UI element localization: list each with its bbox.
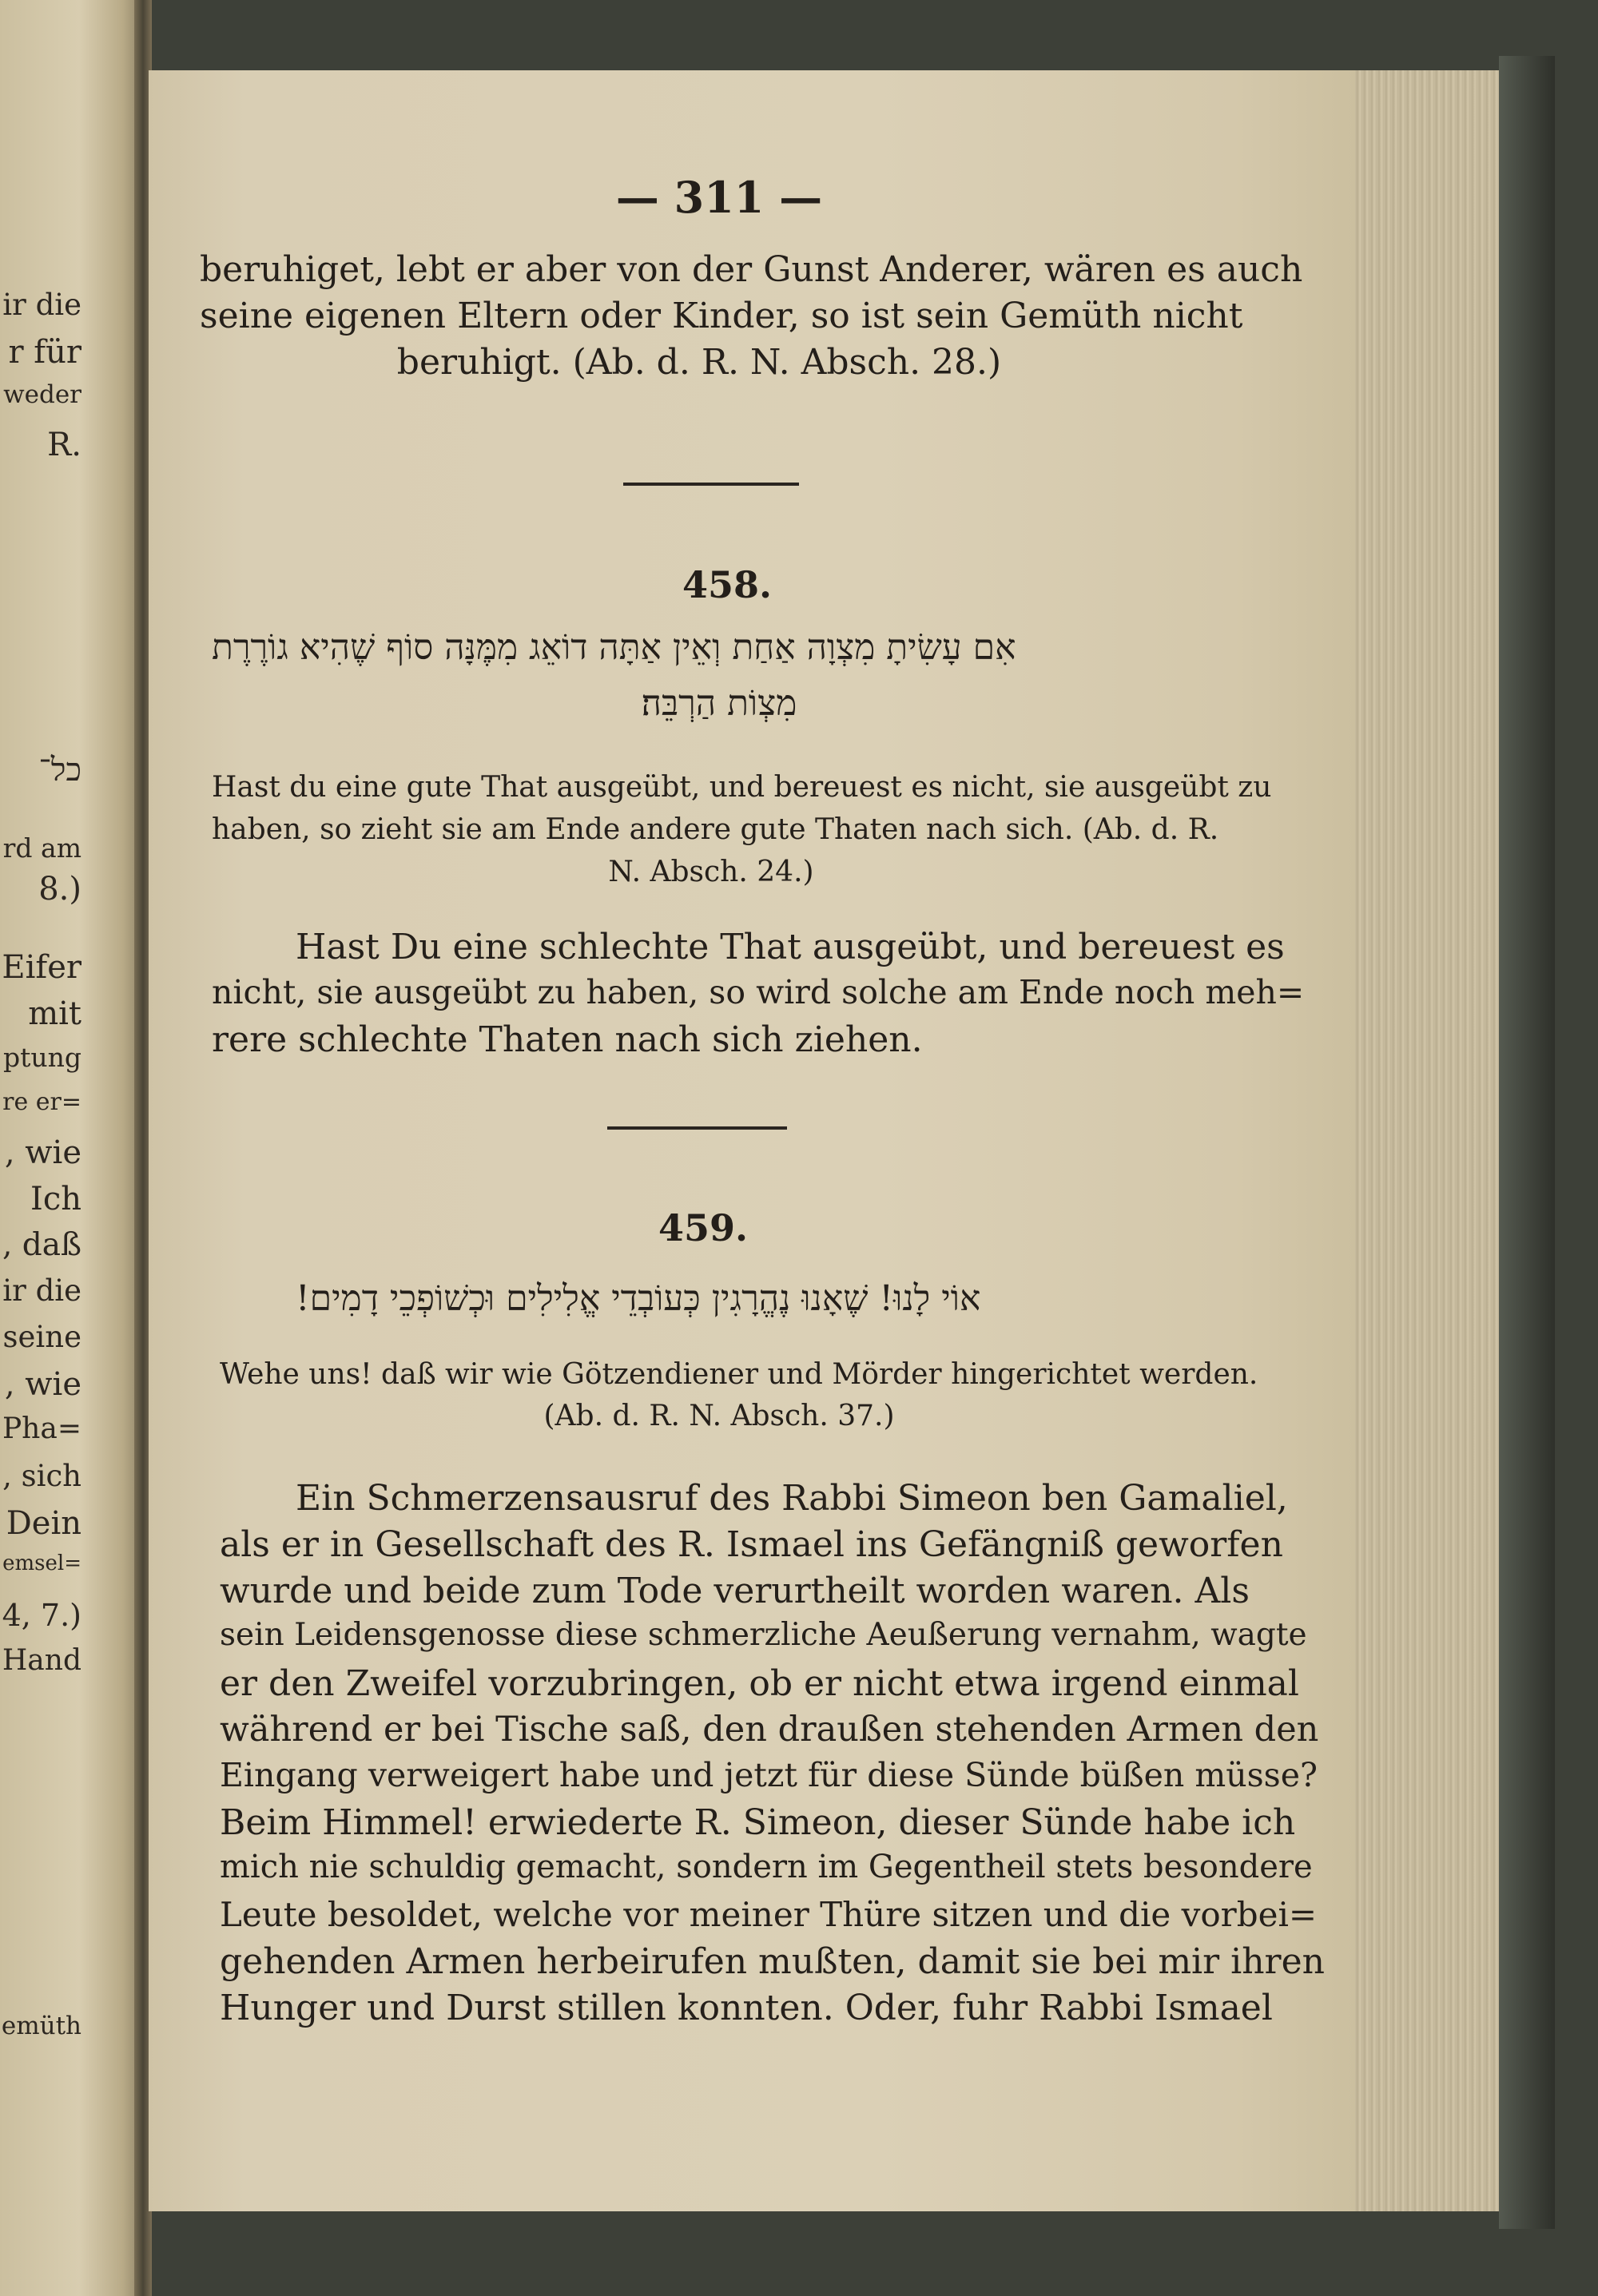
left-fragment: 8.)	[38, 871, 81, 908]
page-edge-stack	[1355, 70, 1499, 2211]
book-cover-edge	[1499, 56, 1555, 2229]
translation-line: Wehe uns! daß wir wie Götzendiener und Mörder hingerichtet werden.	[220, 1358, 1258, 1391]
commentary-line: während er bei Tische saß, den draußen stehenden Armen den	[220, 1710, 1319, 1750]
commentary-line: wurde und beide zum Tode verurtheilt worden waren. Als	[220, 1571, 1250, 1611]
intro-line: beruhigt. (Ab. d. R. N. Absch. 28.)	[396, 342, 1002, 383]
commentary-line: Hunger und Durst stillen konnten. Oder, fuhr Rabbi Ismael	[220, 1988, 1273, 2028]
left-fragment: Pha=	[2, 1412, 81, 1445]
commentary-line: Beim Himmel! erwiederte R. Simeon, dieser Sünde habe ich	[220, 1802, 1296, 1843]
left-fragment: ptung	[2, 1042, 81, 1073]
left-fragment: , wie	[4, 1134, 81, 1171]
hebrew-quote-line: אִם עָשִׂיתָ מִצְוָה אַחַת וְאֵין אַתָּה דוֹאֵג מִמֶּנָּה סוֹף שֶׁהִיא גוֹרֶרֶת	[212, 627, 1016, 668]
commentary-line: rere schlechte Thaten nach sich ziehen.	[212, 1019, 923, 1060]
left-fragment: emüth	[1, 2012, 81, 2040]
left-fragment: , wie	[4, 1366, 81, 1403]
translation-line: haben, so zieht sie am Ende andere gute Thaten nach sich. (Ab. d. R.	[212, 813, 1219, 846]
section-divider	[607, 1126, 787, 1130]
commentary-line: sein Leidensgenosse diese schmerzliche Aeußerung vernahm, wagte	[220, 1617, 1307, 1653]
commentary-line: gehenden Armen herbeirufen mußten, damit sie bei mir ihren	[220, 1941, 1325, 1982]
hebrew-quote-line: מִצְוֹת הַרְבֵּה׃	[641, 683, 797, 724]
left-fragment: seine	[2, 1320, 81, 1354]
left-fragment: Dein	[6, 1505, 81, 1542]
left-fragment: Ich	[30, 1181, 81, 1218]
left-fragment: R.	[47, 427, 81, 463]
commentary-line: als er in Gesellschaft des R. Ismael ins Gefängniß geworfen	[220, 1524, 1283, 1565]
left-fragment: r für	[8, 334, 81, 371]
left-fragment: ir die	[2, 288, 81, 322]
section-divider	[623, 483, 799, 486]
left-fragment: rd am	[2, 832, 81, 864]
entry-number: 459.	[658, 1206, 749, 1249]
entry-number: 458.	[682, 563, 773, 606]
commentary-line: Eingang verweigert habe und jetzt für diese Sünde büßen müsse?	[220, 1756, 1318, 1794]
left-fragment: Eifer	[2, 949, 81, 986]
intro-line: beruhiget, lebt er aber von der Gunst Anderer, wären es auch	[200, 249, 1303, 290]
left-fragment: , daß	[2, 1227, 81, 1263]
left-fragment: re er=	[2, 1088, 81, 1116]
left-fragment: mit	[28, 995, 81, 1032]
left-fragment: , sich	[2, 1459, 81, 1493]
main-page	[149, 70, 1355, 2211]
commentary-line: mich nie schuldig gemacht, sondern im Gegentheil stets besondere	[220, 1849, 1313, 1885]
left-page-fragment	[0, 0, 144, 2296]
commentary-line: Leute besoldet, welche vor meiner Thüre sitzen und die vorbei=	[220, 1895, 1318, 1934]
commentary-line: Hast Du eine schlechte That ausgeübt, und bereuest es	[296, 927, 1285, 967]
translation-line: (Ab. d. R. N. Absch. 37.)	[543, 1400, 895, 1432]
left-fragment: ir die	[2, 1273, 81, 1308]
page-number: — 311 —	[615, 172, 823, 223]
commentary-line: er den Zweifel vorzubringen, ob er nicht etwa irgend einmal	[220, 1663, 1299, 1704]
commentary-line: nicht, sie ausgeübt zu haben, so wird solche am Ende noch meh=	[212, 973, 1305, 1011]
commentary-line: Ein Schmerzensausruf des Rabbi Simeon ben Gamaliel,	[296, 1478, 1288, 1519]
left-fragment: emsel=	[2, 1551, 81, 1575]
hebrew-quote-line: אוֹי לָנוּ! שֶׁאָנוּ נֶהֱרָגִין כְּעוֹבְדֵי אֱלִילִים וּכְשׁוֹפְכֵי דָמִים!	[296, 1278, 981, 1319]
translation-line: N. Absch. 24.)	[608, 856, 814, 888]
intro-line: seine eigenen Eltern oder Kinder, so ist sein Gemüth nicht	[200, 296, 1243, 336]
left-fragment: Hand	[2, 1644, 81, 1677]
left-fragment: כל־	[38, 752, 81, 789]
left-fragment: weder	[3, 380, 81, 409]
translation-line: Hast du eine gute That ausgeübt, und bereuest es nicht, sie ausgeübt zu	[212, 771, 1272, 804]
left-fragment: 4, 7.)	[2, 1598, 81, 1633]
